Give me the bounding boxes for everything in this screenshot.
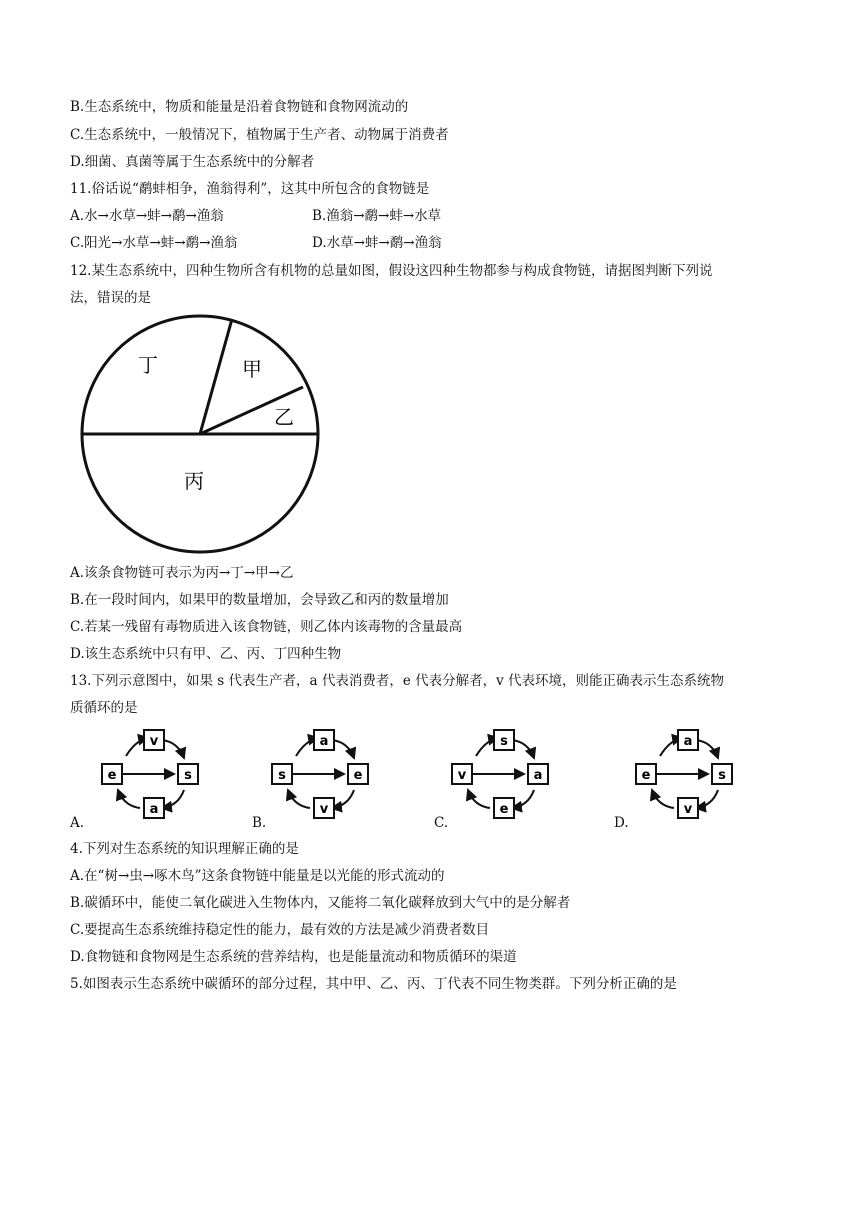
cycle-option-label: D. [614,815,629,831]
q12-option-a: A.该条食物链可表示为丙→丁→甲→乙 [70,565,294,581]
option-c-text: C.生态系统中，一般情况下，植物属于生产者、动物属于消费者 [70,127,449,143]
q11-option-a: A.水→水草→蚌→鹬→渔翁 [70,208,224,224]
question-12-line2: 法，错误的是 [70,290,151,306]
cycle-arrow [332,790,354,808]
cycle-option-label: B. [252,815,267,831]
cycle-box-label-top: a [683,734,693,749]
cycle-arrow [512,740,534,758]
cycle-arrow [696,740,718,758]
question-13-line1: 13.下列示意图中，如果 s 代表生产者，a 代表消费者，e 代表分解者，v 代表环境，则能正确表示生态系统物 [70,673,725,689]
q11-option-d: D.水草→蚌→鹬→渔翁 [312,235,442,251]
q12-option-c: C.若某一残留有毒物质进入该食物链，则乙体内该毒物的含量最高 [70,619,463,635]
question-13-line2: 质循环的是 [70,700,138,716]
pie-figure [72,310,328,560]
cycle-option-label: C. [434,815,449,831]
pie-label-yi: 乙 [274,405,294,429]
cycle-arrow [162,740,184,758]
cycle-arrow [118,790,140,808]
cycle-box-label-right: e [353,768,363,783]
pie-label-jia: 甲 [242,357,262,381]
cycle-arrow [696,790,718,808]
cycle-box-label-left: v [457,768,467,783]
q12-option-d: D.该生态系统中只有甲、乙、丙、丁四种生物 [70,646,342,662]
pie-label-ding: 丁 [138,353,158,377]
cycle-box-label-left: e [107,768,117,783]
cycle-box-label-bottom: v [683,802,693,817]
cycle-diagram-b [268,728,374,820]
q4-option-c: C.要提高生态系统维持稳定性的能力，最有效的方法是减少消费者数目 [70,922,490,938]
q4-option-d: D.食物链和食物网是生态系统的营养结构，也是能量流动和物质循环的渠道 [70,949,517,965]
cycle-box-label-right: a [533,768,543,783]
question-11: 11.俗话说“鹬蚌相争，渔翁得利”，这其中所包含的食物链是 [70,181,430,197]
cycle-box-label-bottom: a [149,802,159,817]
cycle-diagram-d [632,728,738,820]
cycle-box-label-bottom: e [499,802,509,817]
q11-option-c: C.阳光→水草→蚌→鹬→渔翁 [70,235,238,251]
cycle-arrow [162,790,184,808]
cycle-box-label-top: a [319,734,329,749]
cycle-arrow [468,790,490,808]
q4-option-b: B.碳循环中，能使二氧化碳进入生物体内，又能将二氧化碳释放到大气中的是分解者 [70,895,571,911]
cycle-arrow [332,740,354,758]
question-12-line1: 12.某生态系统中，四种生物所含有机物的总量如图，假设这四种生物都参与构成食物链，请据图判断下列说 [70,263,713,279]
cycle-box-label-left: s [278,768,286,783]
cycle-diagram-a [98,728,204,820]
cycle-option-label: A. [70,815,85,831]
cycle-box-label-right: s [718,768,726,783]
question-4: 4.下列对生态系统的知识理解正确的是 [70,841,299,857]
option-d-text: D.细菌、真菌等属于生态系统中的分解者 [70,154,315,170]
cycle-box-label-top: s [500,734,508,749]
q12-option-b: B.在一段时间内，如果甲的数量增加，会导致乙和丙的数量增加 [70,592,449,608]
cycle-box-label-top: v [149,734,159,749]
cycle-arrow [512,790,534,808]
cycle-diagram-c [448,728,554,820]
q11-option-b: B.渔翁→鹬→蚌→水草 [312,208,442,224]
cycle-box-label-right: s [184,768,192,783]
cycle-arrow [288,790,310,808]
q4-option-a: A.在“树→虫→啄木鸟”这条食物链中能量是以光能的形式流动的 [70,868,445,884]
question-5: 5.如图表示生态系统中碳循环的部分过程，其中甲、乙、丙、丁代表不同生物类群。下列分析正确的是 [70,976,677,992]
cycle-box-label-left: e [641,768,651,783]
cycle-arrow [652,790,674,808]
cycle-box-label-bottom: v [319,802,329,817]
pie-label-bing: 丙 [184,469,204,493]
option-b-text: B.生态系统中，物质和能量是沿着食物链和食物网流动的 [70,99,409,115]
